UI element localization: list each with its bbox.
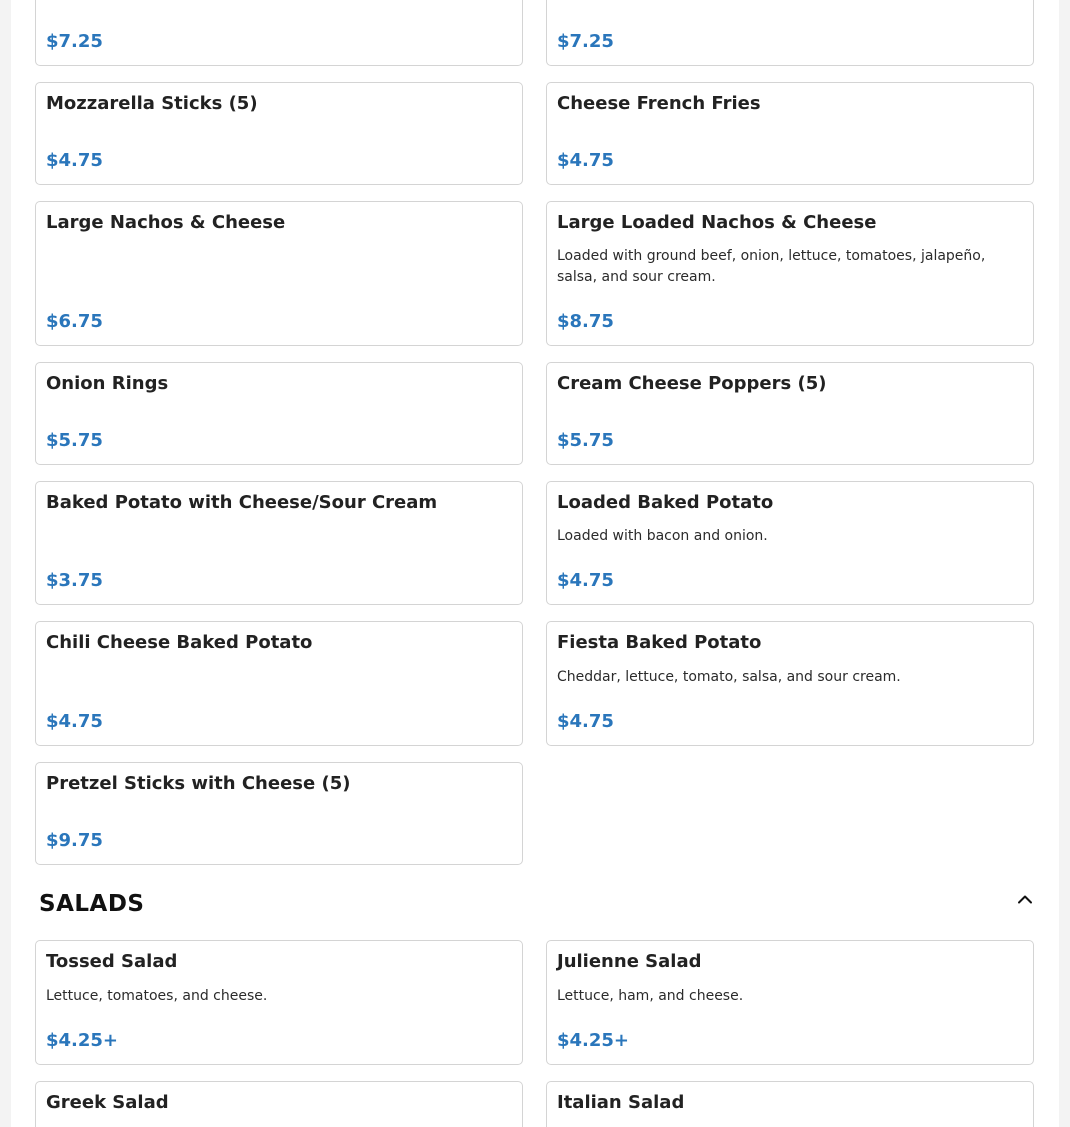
item-name: Onion Rings	[46, 373, 169, 394]
item-price: $9.75	[46, 830, 103, 851]
menu-item-card[interactable]	[35, 481, 523, 605]
item-name: Large Nachos & Cheese	[46, 212, 286, 233]
item-name: Chili Cheese Baked Potato	[46, 632, 313, 653]
item-price: $5.75	[46, 430, 103, 451]
item-price: $7.25	[557, 31, 614, 52]
item-name: Baked Potato with Cheese/Sour Cream	[46, 492, 438, 513]
menu-item-card[interactable]	[35, 0, 523, 66]
chevron-up-icon	[1017, 894, 1033, 904]
menu-item-card[interactable]	[35, 1081, 523, 1127]
item-name: Large Loaded Nachos & Cheese	[557, 212, 877, 233]
menu-item-card[interactable]	[35, 940, 523, 1065]
item-price: $3.75	[46, 570, 103, 591]
item-price: $4.75	[557, 150, 614, 171]
item-price: $4.75	[46, 711, 103, 732]
item-description: Loaded with ground beef, onion, lettuce, tomatoes, jalapeño, salsa, and sour cream.	[557, 248, 986, 285]
menu-item-card[interactable]	[35, 762, 523, 865]
menu-item-card[interactable]	[546, 82, 1034, 185]
section-collapse-button[interactable]	[1013, 888, 1037, 910]
item-price: $7.25	[46, 31, 103, 52]
item-name: Cream Cheese Poppers (5)	[557, 373, 827, 394]
item-price: $4.75	[46, 150, 103, 171]
item-name: Italian Salad	[557, 1092, 685, 1113]
item-name: Greek Salad	[46, 1092, 169, 1113]
item-description: Loaded with bacon and onion.	[557, 528, 768, 544]
item-price: $6.75	[46, 311, 103, 332]
menu-item-card[interactable]	[546, 362, 1034, 465]
section-title-salads: SALADS	[39, 891, 145, 917]
item-name: Pretzel Sticks with Cheese (5)	[46, 773, 351, 794]
item-description: Lettuce, ham, and cheese.	[557, 988, 744, 1004]
menu-item-card[interactable]	[35, 362, 523, 465]
menu-item-card[interactable]	[35, 621, 523, 746]
item-name: Fiesta Baked Potato	[557, 632, 762, 653]
menu-item-card[interactable]	[35, 82, 523, 185]
item-price: $4.25+	[46, 1030, 119, 1051]
item-price: $4.75	[557, 570, 614, 591]
item-name: Loaded Baked Potato	[557, 492, 774, 513]
menu-item-card[interactable]	[546, 481, 1034, 605]
menu-item-card[interactable]	[35, 201, 523, 346]
item-description: Cheddar, lettuce, tomato, salsa, and sour cream.	[557, 669, 901, 685]
menu-page	[11, 0, 1059, 1127]
item-price: $8.75	[557, 311, 614, 332]
item-price: $4.25+	[557, 1030, 630, 1051]
menu-item-card[interactable]	[546, 1081, 1034, 1127]
item-name: Tossed Salad	[46, 951, 178, 972]
menu-item-card[interactable]	[546, 621, 1034, 746]
item-price: $4.75	[557, 711, 614, 732]
item-name: Cheese French Fries	[557, 93, 761, 114]
menu-item-card[interactable]	[546, 201, 1034, 346]
menu-item-card[interactable]	[546, 940, 1034, 1065]
item-description: Lettuce, tomatoes, and cheese.	[46, 988, 268, 1004]
item-price: $5.75	[557, 430, 614, 451]
menu-item-card[interactable]	[546, 0, 1034, 66]
item-name: Julienne Salad	[557, 951, 702, 972]
item-name: Mozzarella Sticks (5)	[46, 93, 258, 114]
